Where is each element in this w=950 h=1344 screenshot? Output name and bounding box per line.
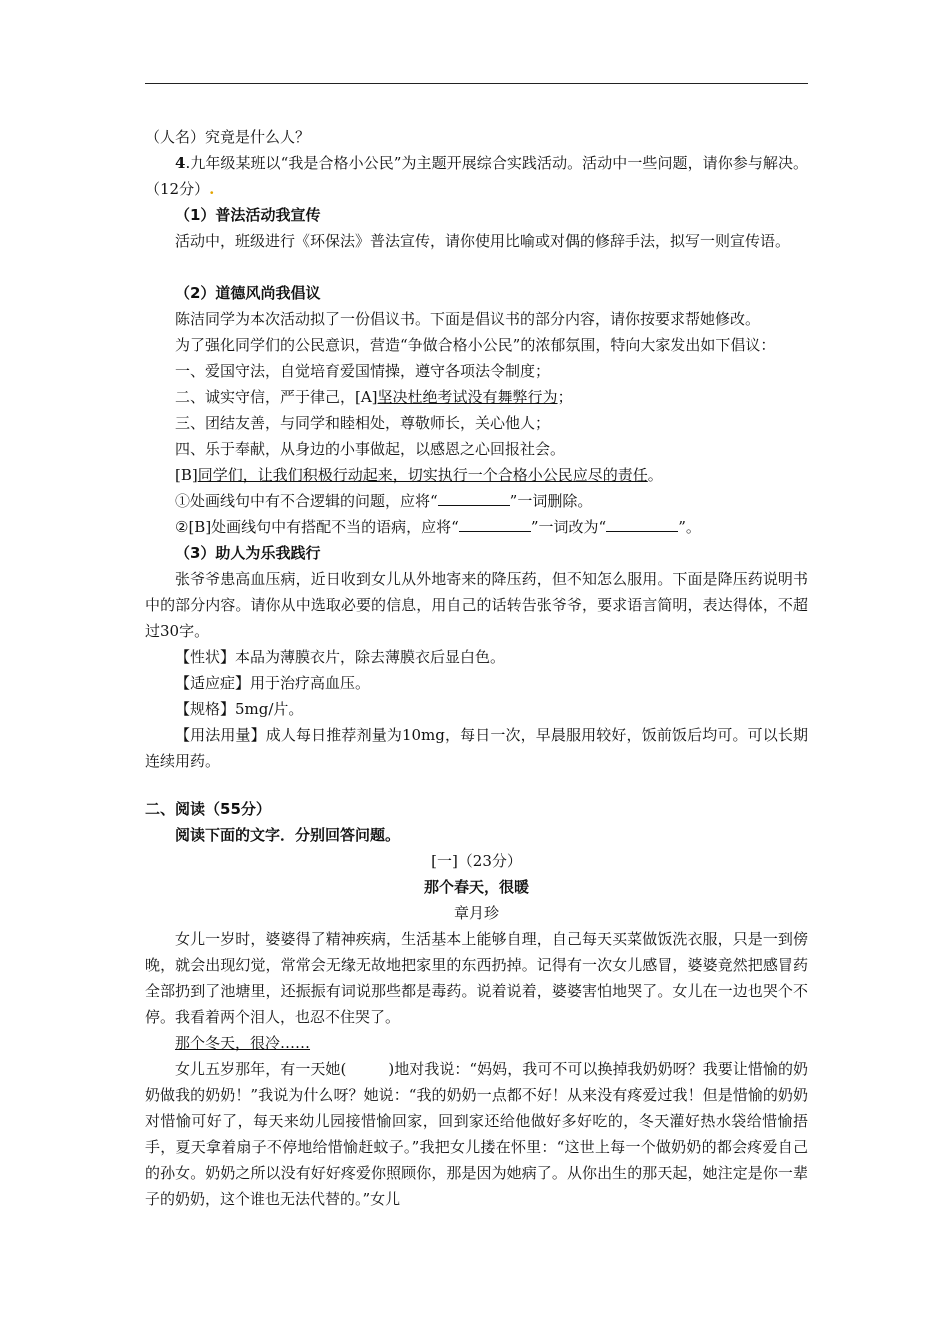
proposal-item-1: 一、爱国守法，自觉培育爱国情操，遵守各项法令制度； — [175, 362, 551, 380]
question-a — [145, 488, 808, 514]
answer-blank-b1[interactable] — [459, 517, 531, 532]
item-2-suffix: ； — [557, 388, 573, 406]
section-2-text: 陈洁同学为本次活动拟了一份倡议书。下面是倡议书的部分内容，请你按要求帮她修改。 — [175, 310, 761, 328]
section-2-title: （2）道德风尚我倡议 — [175, 284, 321, 302]
proposal-item-3: 三、团结友善，与同学和睦相处，尊敬师长，关心他人； — [175, 414, 551, 432]
underlined-winter-line: 那个冬天，很冷…… — [175, 1034, 311, 1052]
paragraph-3-rest: )地对我说：“妈妈，我可不可以换掉我奶奶呀？我要让惜愉的奶奶做我的奶奶！”我说为什么呀？她说：“我的奶奶一点都不好！从来没有疼爱过我！但是惜愉的奶奶对惜愉可好了，每天来幼儿园接惜愉回家，回到家还给他做好多好吃的，冬天灌好热水袋给惜愉捂手，夏天拿着扇子不停地给惜愉赶蚊子。”我把女儿搂在怀里：“这世上每一个做奶奶的都会疼爱自己的孙女。奶奶之所以没有好好疼爱你照顾你，那是因为她病了。从你出生的那天起，她注定是你一辈子的奶奶，这个谁也无法代替的。”女儿 — [145, 1060, 808, 1208]
answer-blank-b2[interactable] — [606, 517, 678, 532]
section-3-text: 张爷爷患高血压病，近日收到女儿从外地寄来的降压药，但不知怎么服用。下面是降压药说明书中的部分内容。请你从中选取必要的信息，用自己的话转告张爷爷，要求语言简明，表达得体，不超过30字。 — [145, 570, 808, 640]
proposal-item-b — [145, 462, 808, 488]
item-b-suffix: 。 — [647, 466, 663, 484]
proposal-intro: 为了强化同学们的公民意识，营造“争做合格小公民”的浓郁氛围，特向大家发出如下倡议： — [175, 336, 776, 354]
question-a-prefix: ①处画线句中有不合逻辑的问题，应将“ — [175, 492, 438, 510]
medicine-spec: 【规格】5mg/片。 — [175, 700, 304, 718]
proposal-item-4: 四、乐于奉献，从身边的小事做起，以感恩之心回报社会。 — [175, 440, 566, 458]
section-1-text: 活动中，班级进行《环保法》普法宣传，请你使用比喻或对偶的修辞手法，拟写一则宣传语。 — [175, 232, 791, 250]
paragraph-3-start: 女儿五岁那年，有一天她( — [175, 1060, 347, 1078]
underlined-sentence-a: 坚决杜绝考试没有舞弊行为 — [377, 388, 558, 406]
section-3-title: （3）助人为乐我践行 — [175, 544, 321, 562]
mark-dot: . — [209, 180, 215, 198]
reading-instruction: 阅读下面的文字．分别回答问题。 — [175, 826, 401, 844]
question-a-suffix: ”一词删除。 — [509, 492, 593, 510]
question-b-prefix: ②[B]处画线句中有搭配不当的语病，应将“ — [175, 518, 459, 536]
spacer — [145, 774, 808, 796]
document-body — [145, 124, 808, 1212]
question-4-text: .九年级某班以“我是合格小公民”为主题开展综合实践活动。活动中一些问题，请你参与解决。（12分） — [145, 154, 808, 198]
question-b — [145, 514, 808, 540]
question-4-number: 4 — [175, 154, 186, 172]
answer-space-1 — [145, 254, 808, 280]
part-one-label: [一]（23分） — [431, 852, 522, 870]
medicine-indication: 【适应症】用于治疗高血压。 — [175, 674, 371, 692]
section-1-title: （1）普法活动我宣传 — [175, 206, 321, 224]
question-b-suffix: ”。 — [678, 518, 701, 536]
question-4 — [145, 150, 808, 202]
underlined-sentence-b: 同学们，让我们积极行动起来，切实执行一个合格小公民应尽的责任 — [197, 466, 648, 484]
article-paragraph-1: 女儿一岁时，婆婆得了精神疾病，生活基本上能够自理，自己每天买菜做饭洗衣服，只是一到傍晚，就会出现幻觉，常常会无缘无故地把家里的东西扔掉。记得有一次女儿感冒，婆婆竟然把感冒药全部扔到了池塘里，还振振有词说那些都是毒药。说着说着，婆婆害怕地哭了。女儿在一边也哭个不停。我看着两个泪人，也忍不住哭了。 — [145, 930, 808, 1026]
item-2-prefix: 二、诚实守信，严于律己，[A] — [175, 388, 378, 406]
item-b-prefix: [B] — [175, 466, 198, 484]
article-author: 章月珍 — [453, 904, 499, 922]
answer-blank-a[interactable] — [438, 491, 510, 506]
medicine-property: 【性状】本品为薄膜衣片，除去薄膜衣后显白色。 — [175, 648, 506, 666]
question-b-mid: ”一词改为“ — [530, 518, 607, 536]
article-paragraph-2 — [145, 1030, 808, 1056]
medicine-usage: 【用法用量】成人每日推荐剂量为10mg，每日一次，早晨服用较好，饭前饭后均可。可以长期连续用药。 — [145, 726, 808, 770]
proposal-item-2 — [145, 384, 808, 410]
article-paragraph-3 — [145, 1056, 808, 1212]
section-reading-title: 二、阅读（55分） — [145, 800, 271, 818]
line-person-name: （人名）究竟是什么人？ — [145, 128, 311, 146]
article-title: 那个春天，很暖 — [423, 878, 529, 896]
header-rule — [145, 83, 808, 84]
